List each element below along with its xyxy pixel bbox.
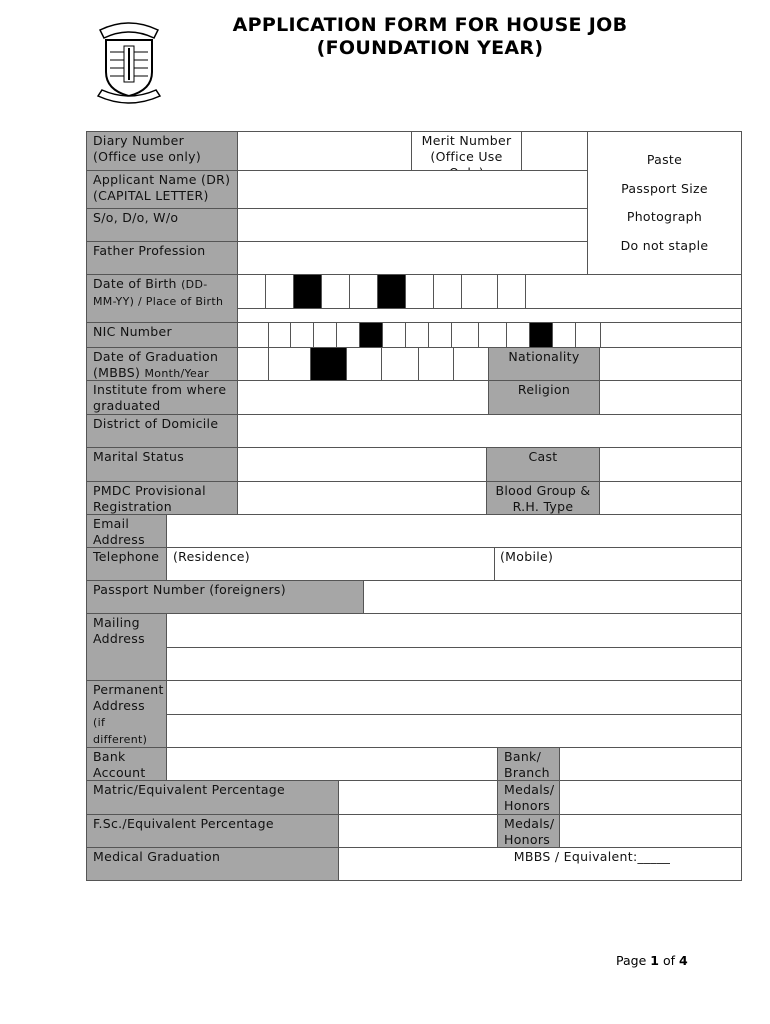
passport-text: Passport Number (foreigners) <box>93 582 286 597</box>
bank-account-field[interactable] <box>166 747 498 781</box>
graduation-digit-box[interactable] <box>381 347 419 381</box>
medical-graduation-text: Medical Graduation <box>93 849 221 864</box>
nic-digit-box[interactable] <box>313 322 337 348</box>
permanent-address-text: Permanent Address <box>93 682 164 713</box>
nic-digit-box[interactable] <box>451 322 479 348</box>
bank-account-label <box>86 747 167 781</box>
nationality-label <box>488 347 600 381</box>
photo-instruction: Passport Size <box>621 180 708 196</box>
fsc-field[interactable] <box>338 814 498 848</box>
religion-label <box>488 380 600 415</box>
diary-number-text: Diary Number (Office use only) <box>93 133 202 164</box>
nic-digit-box[interactable] <box>290 322 314 348</box>
nic-digit-box[interactable] <box>336 322 360 348</box>
relation-field[interactable] <box>237 208 588 242</box>
permanent-address-line-2[interactable] <box>166 714 742 748</box>
bank-branch-text: Bank/ Branch <box>504 749 550 780</box>
mailing-address-line-1[interactable] <box>166 613 742 648</box>
dob-digit-box[interactable] <box>237 274 266 309</box>
relation-text: S/o, D/o, W/o <box>93 210 179 225</box>
email-field[interactable] <box>166 514 742 548</box>
merit-number-label <box>411 131 522 171</box>
applicant-name-label <box>86 170 238 209</box>
blood-group-text: Blood Group & R.H. Type <box>495 483 591 514</box>
father-profession-field[interactable] <box>237 241 588 275</box>
nic-digit-box[interactable] <box>405 322 429 348</box>
graduation-digit-box[interactable] <box>346 347 382 381</box>
mailing-address-text: Mailing Address <box>93 615 145 646</box>
bank-account-text: Bank Account <box>93 749 146 780</box>
hint-text: (DD-MM-YY) / Place of Birth <box>93 278 224 308</box>
nic-digit-box[interactable] <box>428 322 452 348</box>
mailing-address-line-2[interactable] <box>166 647 742 681</box>
institute-label <box>86 380 238 415</box>
dob-digit-box[interactable] <box>405 274 434 309</box>
page-number <box>616 953 688 968</box>
dob-digit-box[interactable] <box>433 274 462 309</box>
photo-instruction: Photograph <box>626 209 703 225</box>
college-logo <box>96 16 162 108</box>
photo-instruction: Paste <box>646 152 683 168</box>
domicile-label <box>86 414 238 448</box>
telephone-label <box>86 547 167 581</box>
nationality-field[interactable] <box>599 347 742 381</box>
marital-status-label <box>86 447 238 482</box>
graduation-digit-box[interactable] <box>268 347 311 381</box>
nic-text: NIC Number <box>93 324 172 339</box>
diary-number-field[interactable] <box>237 131 412 171</box>
marital-status-text: Marital Status <box>93 449 185 464</box>
permanent-address-label <box>86 680 167 748</box>
graduation-digit-box[interactable] <box>237 347 269 381</box>
applicant-name-field[interactable] <box>237 170 588 209</box>
institute-text: Institute from where graduated <box>93 382 227 413</box>
of-label: of <box>662 953 675 968</box>
form-title: APPLICATION FORM FOR HOUSE JOB <box>232 14 628 36</box>
dob-separator <box>377 274 406 309</box>
matric-medals-label <box>497 780 560 815</box>
graduation-date-label <box>86 347 238 381</box>
matric-medals-field[interactable] <box>559 780 742 815</box>
nic-digit-box[interactable] <box>478 322 507 348</box>
graduation-separator <box>310 347 347 381</box>
birth-place-field[interactable] <box>525 274 742 309</box>
birth-place-line[interactable] <box>237 308 742 323</box>
pmdc-label <box>86 481 238 515</box>
graduation-date-text: Date of Graduation (MBBS) <box>93 349 219 380</box>
dob-separator <box>293 274 322 309</box>
domicile-field[interactable] <box>237 414 742 448</box>
nic-extra[interactable] <box>600 322 742 348</box>
relation-label <box>86 208 238 242</box>
dob-digit-box[interactable] <box>321 274 350 309</box>
pmdc-field[interactable] <box>237 481 487 515</box>
matric-text: Matric/Equivalent Percentage <box>93 782 286 797</box>
nic-digit-box[interactable] <box>575 322 601 348</box>
hint-text: (if different) <box>93 716 148 746</box>
mobile-phone-text: (Mobile) <box>500 549 554 564</box>
domicile-text: District of Domicile <box>93 416 219 431</box>
passport-label <box>86 580 364 614</box>
nic-label <box>86 322 238 348</box>
total-pages: 4 <box>678 953 688 968</box>
telephone-text: Telephone <box>93 549 160 564</box>
current-page: 1 <box>650 953 659 968</box>
marital-status-field[interactable] <box>237 447 487 482</box>
cast-label <box>486 447 600 482</box>
religion-text: Religion <box>517 382 571 397</box>
applicant-name-text: Applicant Name (DR) (CAPITAL LETTER) <box>93 172 231 203</box>
nic-digit-box[interactable] <box>382 322 406 348</box>
nic-separator <box>359 322 383 348</box>
pmdc-text: PMDC Provisional Registration <box>93 483 206 514</box>
photo-instruction: Do not staple <box>620 237 709 253</box>
passport-field[interactable] <box>363 580 742 614</box>
bank-branch-field[interactable] <box>559 747 742 781</box>
hint-text: Month/Year <box>144 367 209 380</box>
institute-field[interactable] <box>237 380 489 415</box>
fsc-medals-field[interactable] <box>559 814 742 848</box>
permanent-address-line-1[interactable] <box>166 680 742 715</box>
merit-number-text: Merit Number (Office Use <box>421 133 512 164</box>
dob-label <box>86 274 238 323</box>
fsc-medals-label <box>497 814 560 848</box>
fsc-medals-text: Medals/ Honors <box>504 816 555 847</box>
nic-digit-box[interactable] <box>268 322 291 348</box>
cast-text: Cast <box>528 449 558 464</box>
graduation-digit-box[interactable] <box>453 347 489 381</box>
nationality-text: Nationality <box>508 349 580 364</box>
dob-text: Date of Birth <box>93 276 177 291</box>
fsc-text: F.Sc./Equivalent Percentage <box>93 816 274 831</box>
dob-digit-box[interactable] <box>497 274 526 309</box>
matric-field[interactable] <box>338 780 498 815</box>
page-label: Page <box>616 953 647 968</box>
nic-separator <box>529 322 553 348</box>
dob-digit-box[interactable] <box>461 274 498 309</box>
nic-digit-box[interactable] <box>237 322 269 348</box>
graduation-digit-box[interactable] <box>418 347 454 381</box>
nic-digit-box[interactable] <box>552 322 576 348</box>
medical-graduation-text: MBBS / Equivalent:_____ <box>513 849 671 864</box>
mailing-address-label <box>86 613 167 681</box>
father-profession-label <box>86 241 238 275</box>
matric-label <box>86 780 339 815</box>
matric-medals-text: Medals/ Honors <box>504 782 555 813</box>
father-profession-text: Father Profession <box>93 243 206 258</box>
fsc-label <box>86 814 339 848</box>
residence-phone-field[interactable] <box>166 547 495 581</box>
medical-graduation-field[interactable] <box>338 847 742 881</box>
nic-digit-box[interactable] <box>506 322 530 348</box>
blood-group-field[interactable] <box>599 481 742 515</box>
dob-digit-box[interactable] <box>265 274 294 309</box>
medical-graduation-label <box>86 847 339 881</box>
diary-number-label <box>86 131 238 171</box>
blood-group-label <box>486 481 600 515</box>
email-label <box>86 514 167 548</box>
bank-branch-label <box>497 747 560 781</box>
dob-digit-box[interactable] <box>349 274 378 309</box>
mobile-phone-field[interactable] <box>494 547 742 581</box>
form-subtitle: (FOUNDATION YEAR) <box>316 37 544 59</box>
religion-field[interactable] <box>599 380 742 415</box>
merit-number-field[interactable] <box>521 131 588 171</box>
passport-photo-box <box>587 131 742 275</box>
residence-phone-text: (Residence) <box>173 549 250 564</box>
email-text: Email Address <box>93 516 145 547</box>
cast-field[interactable] <box>599 447 742 482</box>
